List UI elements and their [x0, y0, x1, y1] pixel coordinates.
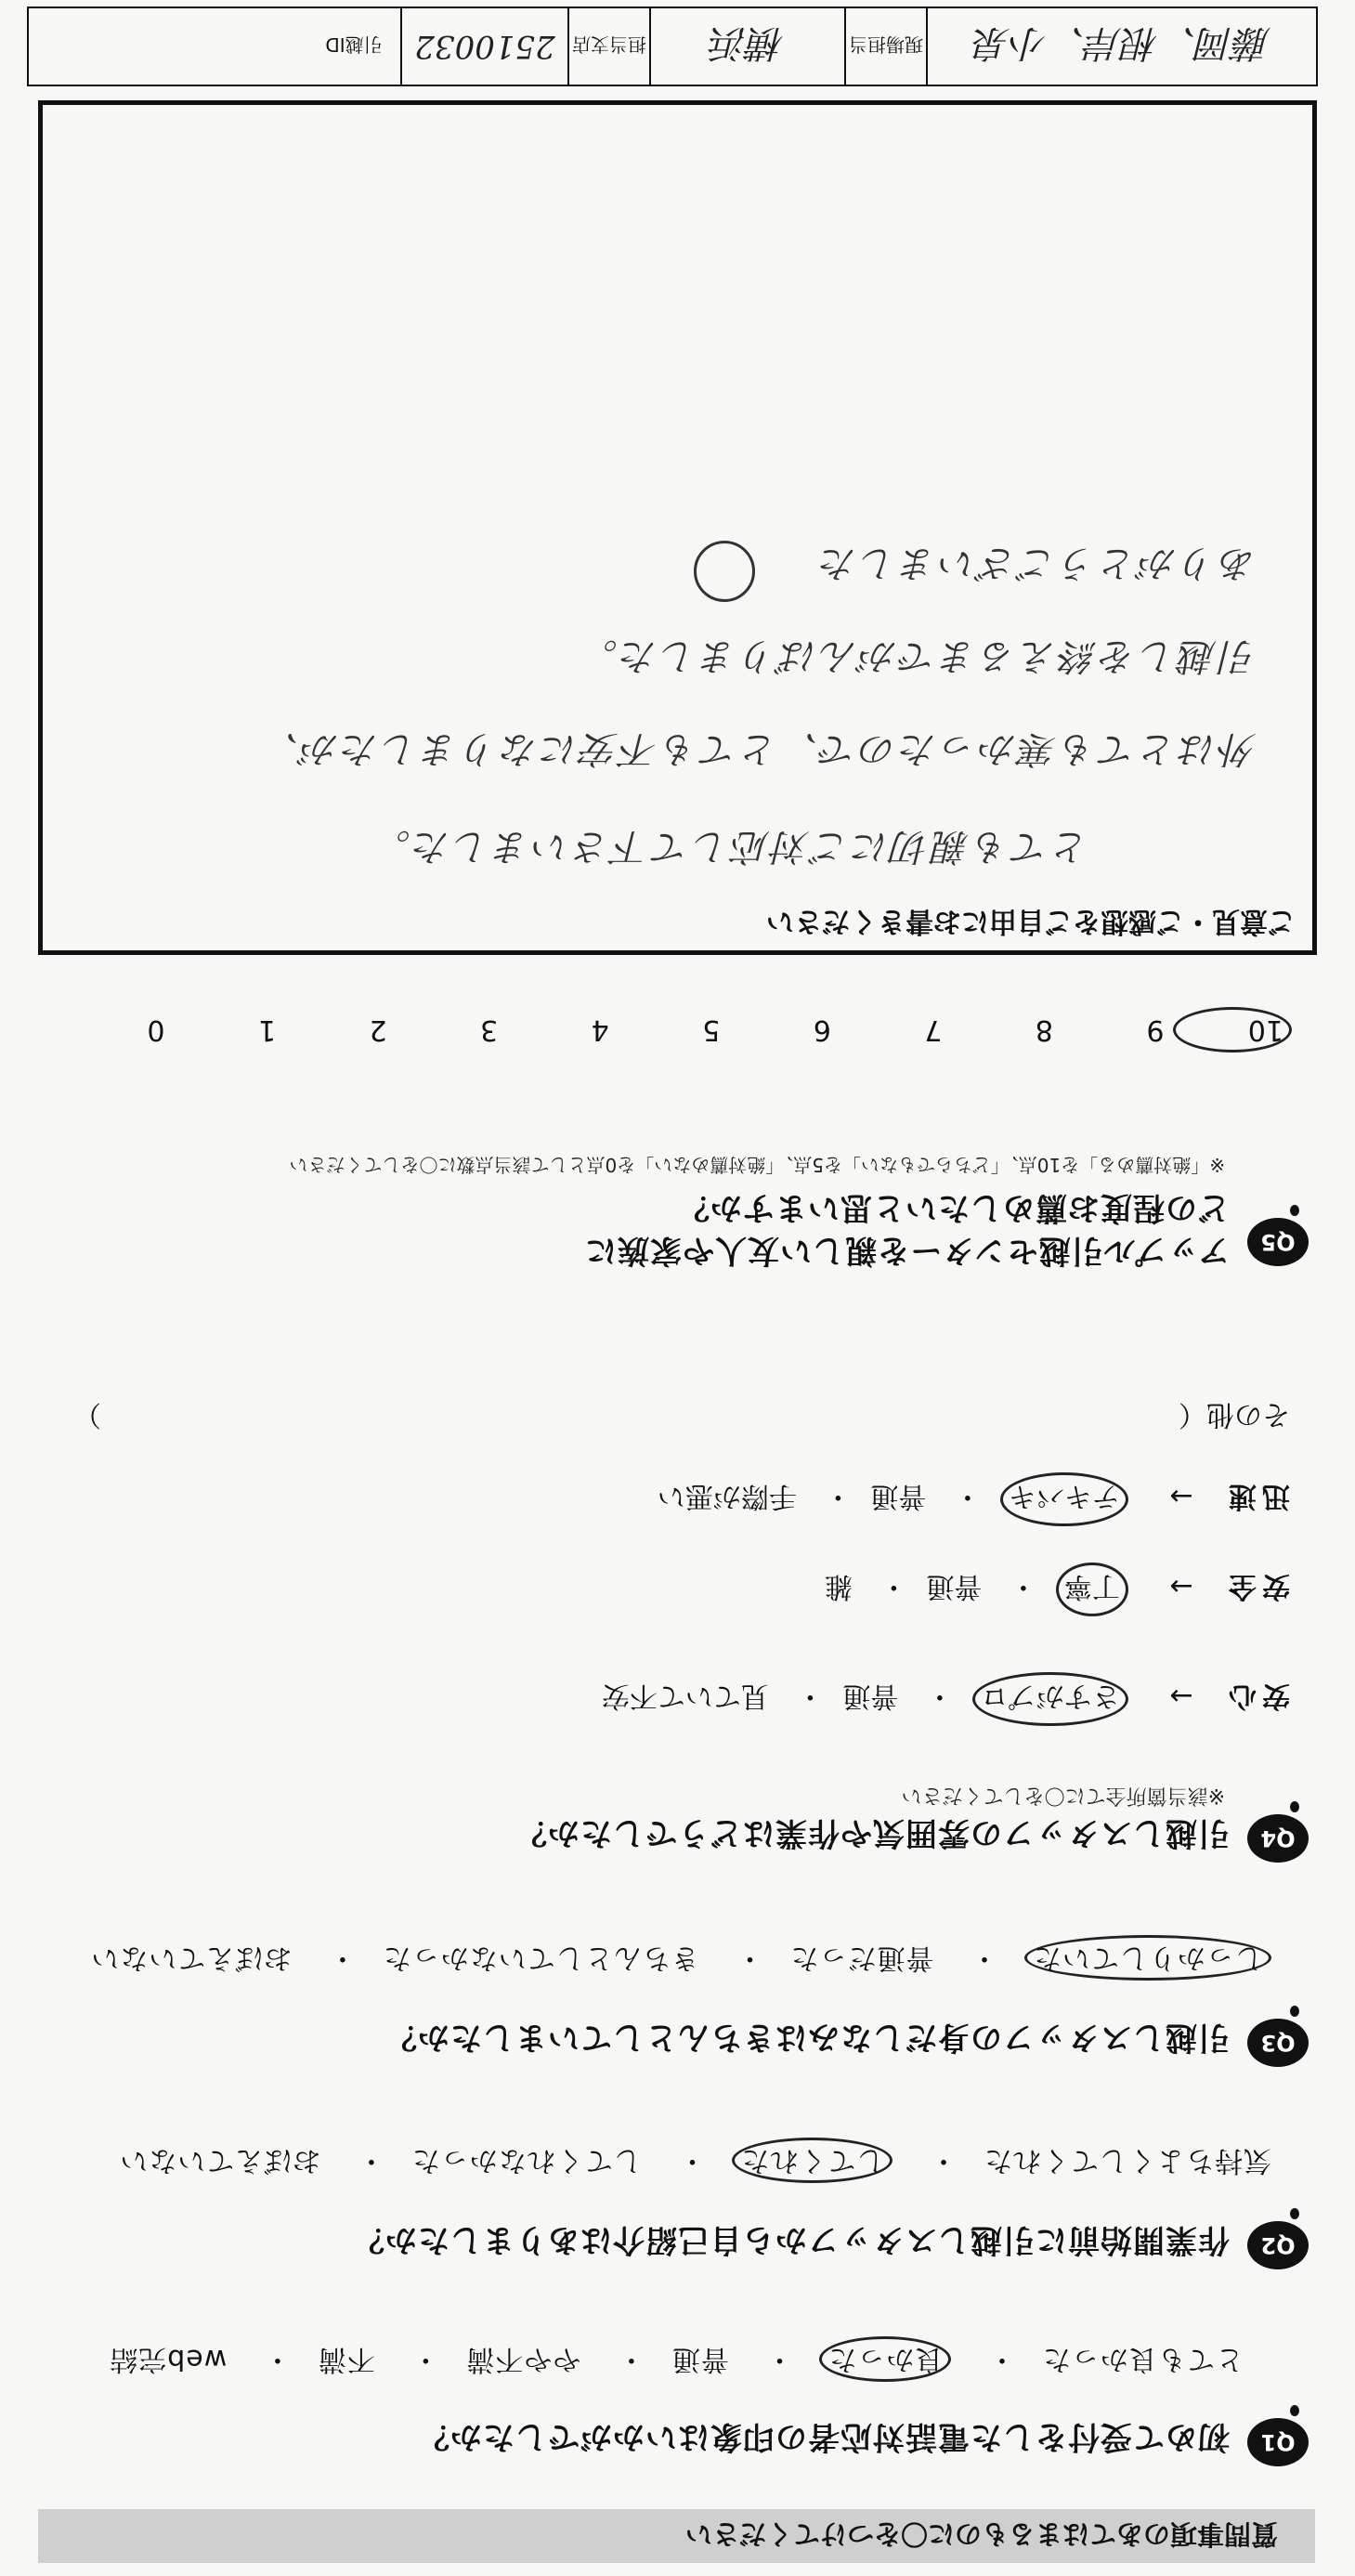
q4-option-selected[interactable]: 丁寧	[1056, 1563, 1128, 1616]
q3-badge: Q3	[1247, 2019, 1309, 2067]
comment-box[interactable]	[38, 100, 1317, 955]
smiley-icon	[694, 541, 755, 602]
q4-option[interactable]: 雑	[824, 1570, 853, 1602]
q5-badge: Q5	[1247, 1218, 1309, 1266]
q5-note: ※「絶対薦める」を10点、「どちらでもない」を5点、「絶対薦めない」を0点として該当点数に〇をしてください	[289, 1154, 1225, 1176]
q3-option[interactable]: 普通だった	[789, 1942, 934, 1974]
arrow-icon: →	[1169, 1480, 1193, 1512]
comment-title: ご意見・ご感想をご自由にお書きください	[766, 905, 1296, 937]
score-option[interactable]: 9	[1146, 1013, 1165, 1046]
score-option[interactable]: 0	[147, 1013, 165, 1046]
score-option[interactable]: 4	[591, 1013, 609, 1046]
score-option[interactable]: 1	[257, 1013, 277, 1046]
q5-text-line1: アップル引越センターを親しい友人や家族に	[584, 1232, 1230, 1269]
q2-options: 気持ちよくしてくれた・ してくれた・ してくれなかった・ おぼえていない	[119, 2143, 1271, 2184]
q4-text: 引越しスタッフの雰囲気や作業はどうでしたか？	[515, 1814, 1230, 1851]
q4-row-anshin: 安心 → さすがプロ・ 普通・ 見ていて不安	[602, 1672, 1290, 1726]
q1-option[interactable]: web完結	[109, 2343, 228, 2375]
q1-options: とても良かった・ 良かった・ 普通・ やや不満・ 不満・ web完結	[109, 2342, 1244, 2383]
q2-option[interactable]: 気持ちよくしてくれた	[984, 2144, 1271, 2177]
q1-option[interactable]: とても良かった	[1042, 2343, 1244, 2375]
q2-option[interactable]: してくれなかった	[410, 2144, 642, 2177]
q2-option[interactable]: おぼえていない	[119, 2144, 321, 2177]
id-label: 引越ID	[325, 33, 383, 57]
q5-text-line2: どの程度お薦めしたいと思いますか？	[677, 1189, 1230, 1226]
q2-text: 作業開始前に引越しスタッフから自己紹介はありましたか？	[352, 2221, 1230, 2258]
score-option[interactable]: 6	[813, 1013, 831, 1046]
leader-value: 藤岡、根岸、小泉	[926, 8, 1316, 85]
q2-option-selected[interactable]: してくれた	[732, 2138, 892, 2183]
q3-text: 引越しスタッフの身だしなみはきちんとしていましたか？	[384, 2019, 1230, 2056]
leader-label: 現場担当	[844, 8, 926, 85]
arrow-icon: →	[1169, 1570, 1193, 1602]
q4-option[interactable]: 普通	[870, 1480, 927, 1512]
q3-option[interactable]: きちんとしていなかった	[382, 1942, 699, 1974]
id-value: 2510032	[400, 8, 567, 85]
q4-other-row	[73, 1397, 1290, 1438]
footer-table	[27, 7, 1318, 86]
score-option[interactable]: 7	[924, 1013, 943, 1046]
branch-label: 担当支店	[567, 8, 649, 85]
score-option[interactable]: 2	[369, 1013, 387, 1046]
q4-row-label: 安全	[1223, 1570, 1290, 1602]
q4-row-label: 迅速	[1223, 1480, 1290, 1512]
score-option[interactable]: 8	[1035, 1013, 1053, 1046]
q4-other-label: その他（	[1179, 1398, 1290, 1431]
q1-badge: Q1	[1247, 2418, 1309, 2466]
q4-badge: Q4	[1247, 1814, 1309, 1863]
comment-line: ありがとうございました	[817, 542, 1257, 584]
instructions-header: 質問事項のあてはまるものに〇をつけてください	[38, 2509, 1315, 2563]
score-option-selected[interactable]: 10	[1173, 1007, 1292, 1053]
q1-option-selected[interactable]: 良かった	[819, 2336, 951, 2382]
q4-other-close: ）	[73, 1398, 101, 1431]
q4-option[interactable]: 見ていて不安	[601, 1680, 769, 1712]
q3-option-selected[interactable]: しっかりしていた	[1024, 1935, 1271, 1981]
q4-option-selected[interactable]: テキパキ	[1000, 1472, 1128, 1526]
score-option[interactable]: 5	[702, 1013, 721, 1046]
q3-options: しっかりしていた・ 普通だった・ きちんとしていなかった・ おぼえていない	[90, 1941, 1271, 1981]
q3-option[interactable]: おぼえていない	[90, 1942, 293, 1974]
q2-badge: Q2	[1247, 2221, 1309, 2269]
q4-option[interactable]: 普通	[842, 1680, 899, 1712]
q1-option[interactable]: やや不満	[465, 2343, 581, 2375]
arrow-icon: →	[1169, 1680, 1193, 1712]
score-option[interactable]: 3	[480, 1013, 499, 1046]
comment-line: とても親切にご対応して下さいました。	[371, 825, 1089, 868]
q1-option[interactable]: 普通	[671, 2343, 729, 2375]
q4-row-anzen: 安全 → 丁寧・ 普通・ 雑	[825, 1563, 1290, 1616]
q4-option-selected[interactable]: さすがプロ	[972, 1672, 1128, 1726]
q5-score-scale	[63, 1007, 1292, 1053]
q4-note: ※該当箇所全てに〇をしてください	[901, 1784, 1225, 1807]
q4-row-jinsoku: 迅速 → テキパキ・ 普通・ 手際が悪い	[658, 1472, 1290, 1526]
q4-row-label: 安心	[1223, 1680, 1290, 1712]
branch-value: 横浜	[649, 8, 844, 85]
q1-option[interactable]: 不満	[317, 2343, 375, 2375]
comment-line: 引越しを終えるまでがんばりました。	[578, 634, 1257, 677]
comment-line: 外はとても寒かったので、とても不安になりましたが、	[258, 727, 1257, 770]
q1-text: 初めて受付をした電話対応者の印象はいかがでしたか？	[417, 2418, 1230, 2455]
q4-option[interactable]: 手際が悪い	[657, 1480, 797, 1512]
q4-option[interactable]: 普通	[926, 1570, 983, 1602]
